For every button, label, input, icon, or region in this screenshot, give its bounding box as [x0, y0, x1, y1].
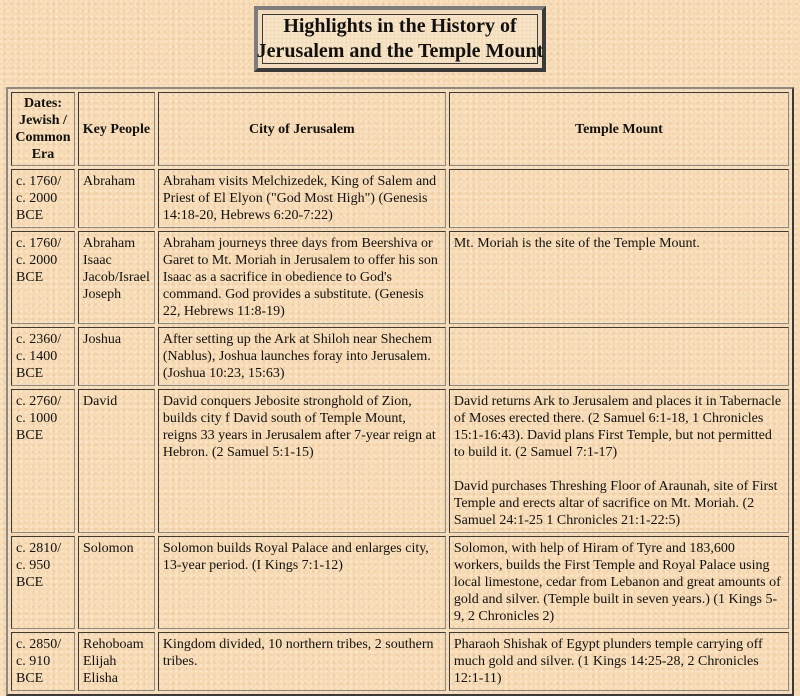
date-line: c. 2850/	[16, 637, 62, 652]
temple-event-text: David purchases Threshing Floor of Araunah, site of First Temple and erects altar of sacrifice on Mt. Moriah. (2 Samuel 24:1-25 1 Chronicles 21:1-22:5)	[453, 479, 778, 528]
person-name: Solomon	[83, 541, 134, 556]
cell-temple-mount	[449, 632, 789, 691]
table-row	[11, 632, 789, 691]
cell-key-people	[78, 536, 155, 629]
date-line: c. 1400	[16, 349, 58, 364]
city-event-text: After setting up the Ark at Shiloh near Shechem (Nablus), Joshua launches foray into Jerusalem. (Joshua 10:23, 15:63)	[162, 332, 432, 381]
temple-event-text: David returns Ark to Jerusalem and places it in Tabernacle of Moses erected there. (2 Samuel 6:1-18, 1 Chronicles 15:1-16:43). David plans First Temple, but not permitted to build it. (2 Samuel 7:1-17)	[453, 394, 782, 460]
date-line: BCE	[16, 270, 44, 285]
person-name: Isaac	[83, 253, 112, 268]
header-temple-mount: Temple Mount	[449, 92, 789, 166]
table-row	[11, 536, 789, 629]
date-line: BCE	[16, 428, 44, 443]
date-line: c. 910	[16, 654, 51, 669]
temple-event-text: Solomon, with help of Hiram of Tyre and 183,600 workers, builds the First Temple and Royal Palace using local limestone, cedar from Lebanon and great amounts of gold and silver. (Temple built in seven years.) (1 Kings 5-9, 2 Chronicles 2)	[453, 541, 781, 624]
banner-title-line-2: Jerusalem and the Temple Mount	[256, 40, 544, 62]
city-event-text: David conquers Jebosite stronghold of Zion, builds city f David south of Temple Mount, reigns 33 years in Jerusalem after 7-year reign at Hebron. (2 Samuel 5:1-15)	[162, 394, 436, 460]
date-line: c. 950	[16, 558, 51, 573]
banner-title	[256, 14, 544, 64]
cell-date	[11, 169, 75, 228]
header-dates-line: Dates:	[23, 96, 63, 111]
date-line: BCE	[16, 575, 44, 590]
cell-city	[158, 536, 446, 629]
cell-date	[11, 327, 75, 386]
date-line: c. 2360/	[16, 332, 62, 347]
person-name: Joseph	[83, 287, 122, 302]
date-line: BCE	[16, 208, 44, 223]
cell-city	[158, 632, 446, 691]
header-dates-line: Common	[15, 130, 71, 145]
city-event-text: Kingdom divided, 10 northern tribes, 2 southern tribes.	[162, 637, 434, 669]
city-event-text: Abraham visits Melchizedek, King of Salem and Priest of El Elyon ("God Most High") (Genesis 14:18-20, Hebrews 6:20-7:22)	[162, 174, 437, 223]
temple-event-text: Mt. Moriah is the site of the Temple Mount.	[453, 236, 700, 251]
cell-city	[158, 231, 446, 324]
header-dates	[11, 92, 75, 166]
cell-date	[11, 389, 75, 533]
cell-temple-mount	[449, 389, 789, 533]
date-line: c. 2000	[16, 253, 58, 268]
header-dates-line: Jewish /	[19, 113, 67, 128]
city-event-text: Abraham journeys three days from Beershiva or Garet to Mt. Moriah in Jerusalem to offer his son Isaac as a sacrifice in obedience to God's command. God provides a substitute. (Genesis 22, Hebrews 11:8-19)	[162, 236, 438, 319]
cell-city	[158, 169, 446, 228]
date-line: BCE	[16, 366, 44, 381]
date-line: c. 2000	[16, 191, 58, 206]
person-name: Joshua	[83, 332, 122, 347]
temple-event-text: Pharaoh Shishak of Egypt plunders temple carrying off much gold and silver. (1 Kings 14:25-28, 2 Chronicles 12:1-11)	[453, 637, 763, 686]
person-name: Elijah	[83, 654, 117, 669]
cell-key-people	[78, 169, 155, 228]
date-line: c. 2810/	[16, 541, 62, 556]
cell-temple-mount	[449, 169, 789, 228]
person-name: David	[83, 394, 118, 409]
person-name: Elisha	[83, 671, 118, 686]
page-banner	[254, 6, 546, 72]
cell-temple-mount	[449, 231, 789, 324]
cell-date	[11, 536, 75, 629]
person-name: Jacob/Israel	[83, 270, 150, 285]
header-city-of-jerusalem: City of Jerusalem	[158, 92, 446, 166]
table-row	[11, 169, 789, 228]
banner-title-line-1: Highlights in the History of	[283, 15, 517, 37]
cell-temple-mount	[449, 536, 789, 629]
header-dates-line: Era	[31, 147, 55, 162]
table-row	[11, 327, 789, 386]
banner-frame	[254, 6, 546, 72]
date-line: c. 1760/	[16, 174, 62, 189]
person-name: Abraham	[83, 174, 136, 189]
table-row	[11, 389, 789, 533]
date-line: c. 1760/	[16, 236, 62, 251]
person-name: Rehoboam	[83, 637, 144, 652]
date-line: c. 2760/	[16, 394, 62, 409]
date-line: BCE	[16, 671, 44, 686]
city-event-text: Solomon builds Royal Palace and enlarges city, 13-year period. (I Kings 7:1-12)	[162, 541, 429, 573]
header-key-people: Key People	[78, 92, 155, 166]
person-name: Abraham	[83, 236, 136, 251]
cell-temple-mount	[449, 327, 789, 386]
cell-key-people	[78, 632, 155, 691]
date-line: c. 1000	[16, 411, 58, 426]
cell-city	[158, 327, 446, 386]
cell-city	[158, 389, 446, 533]
cell-date	[11, 632, 75, 691]
history-table	[6, 87, 794, 696]
table-row	[11, 231, 789, 324]
cell-date	[11, 231, 75, 324]
cell-key-people	[78, 327, 155, 386]
cell-key-people	[78, 231, 155, 324]
cell-key-people	[78, 389, 155, 533]
table-header-row	[11, 92, 789, 166]
